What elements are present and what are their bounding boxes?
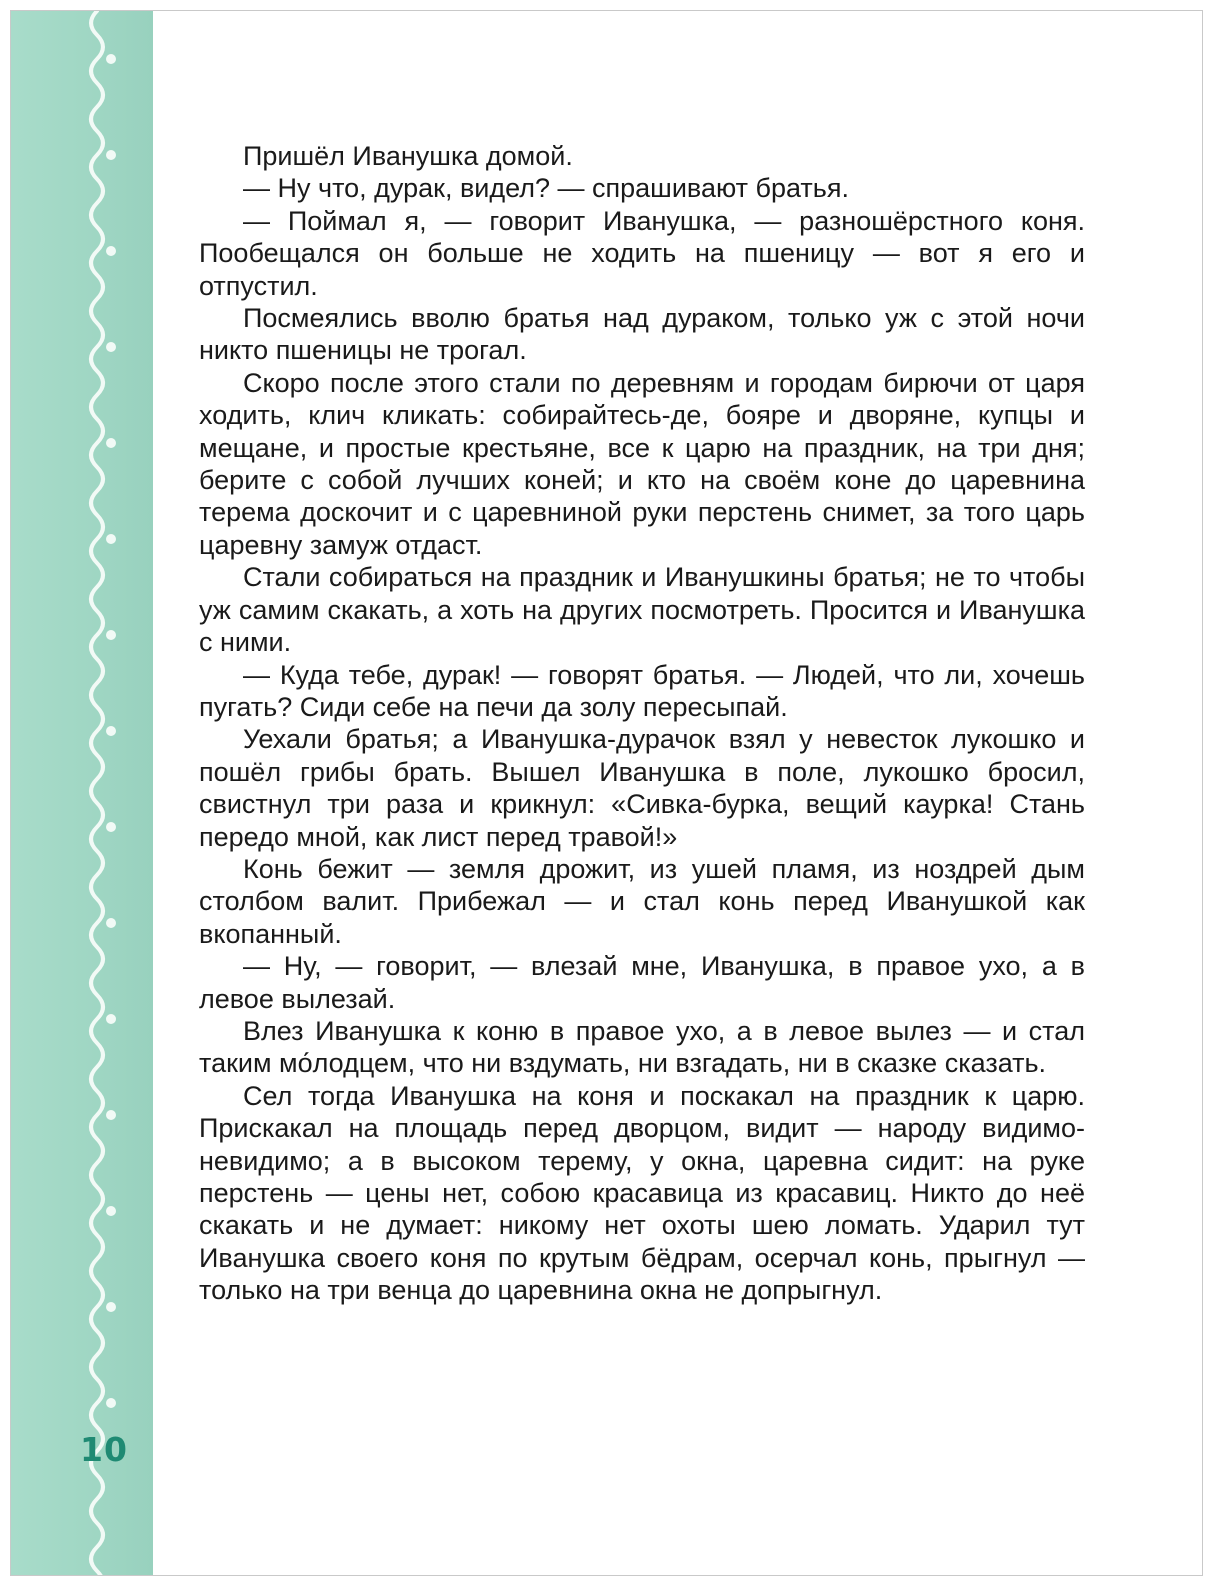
ornament-dot — [106, 1206, 116, 1216]
ornament-dot — [106, 150, 116, 160]
paragraph: — Куда тебе, дурак! — говорят братья. — Людей, что ли, хочешь пугать? Сиди себе на печи да золу пересыпай. — [199, 659, 1085, 722]
paragraph: — Ну, — говорит, — влезай мне, Иванушка, в правое ухо, а в левое вылезай. — [199, 951, 1085, 1014]
paragraph: Конь бежит — земля дрожит, из ушей пламя, из ноздрей дым столбом валит. Прибежал — и стал конь перед Иванушкой как вкопанный. — [199, 853, 1085, 949]
paragraph: Скоро после этого стали по деревням и городам бирючи от царя ходить, клич кликать: собирайтесь-де, бояре и дворяне, купцы и мещане, и простые крестьяне, все к царю на праздник, на три дня; берите с собой лучших коней; и кто на своём коне до царевнина терема доскочит и с царевниной руки перстень снимет, за того царь царевну замуж отдаст. — [199, 367, 1085, 560]
ornament-dot — [106, 246, 116, 256]
wavy-ornament-icon — [11, 11, 153, 1575]
paragraph: — Ну что, дурак, видел? — спрашивают братья. — [243, 173, 849, 204]
paragraph: — Поймал я, — говорит Иванушка, — разношёрстного коня. Пообещался он больше не ходить на пшеницу — вот я его и отпустил. — [199, 205, 1085, 301]
ornament-dot — [106, 1110, 116, 1120]
page-number: 10 — [80, 1430, 128, 1469]
ornament-dot — [106, 918, 116, 928]
story-text — [199, 140, 1085, 1307]
ornament-dot — [106, 342, 116, 352]
paragraph: Стали собираться на праздник и Иванушкины братья; не то чтобы уж самим скакать, а хоть на других посмотреть. Просится и Иванушка с ними. — [199, 562, 1085, 658]
decorative-side-band — [11, 11, 153, 1575]
paragraph: Влез Иванушка к коню в правое ухо, а в левое вылез — и стал таким мо́лодцем, что ни вздумать, ни взгадать, ни в сказке сказать. — [199, 1015, 1085, 1079]
ornament-dot — [106, 438, 116, 448]
ornament-dot — [106, 1398, 116, 1408]
ornament-dot — [106, 54, 116, 64]
paragraph: Сел тогда Иванушка на коня и поскакал на праздник к царю. Прискакал на площадь перед дворцом, видит — народу видимо-невидимо; а в высоком терему, у окна, царевна сидит: на руке перстень — цены нет, собою красавица из красавиц. Никто до неё скакать и не думает: никому нет охоты шею ломать. Ударил тут Иванушка своего коня по крутым бёдрам, осерчал конь, прыгнул — только на три венца до царевнина окна не допрыгнул. — [199, 1080, 1085, 1306]
paragraph: Уехали братья; а Иванушка-дурачок взял у невесток лукошко и пошёл грибы брать. Вышел Иванушка в поле, лукошко бросил, свистнул три раза и крикнул: «Сивка-бурка, вещий каурка! Стань передо мной, как лист перед травой!» — [199, 724, 1085, 852]
ornament-dot — [106, 1302, 116, 1312]
ornament-dot — [106, 1014, 116, 1024]
ornament-dot — [106, 726, 116, 736]
paragraph: Пришёл Иванушка домой. — [243, 141, 573, 171]
ornament-dot — [106, 822, 116, 832]
ornament-dot — [106, 630, 116, 640]
paragraph: Посмеялись вволю братья над дураком, только уж с этой ночи никто пшеницы не трогал. — [199, 303, 1085, 366]
ornament-dot — [106, 534, 116, 544]
